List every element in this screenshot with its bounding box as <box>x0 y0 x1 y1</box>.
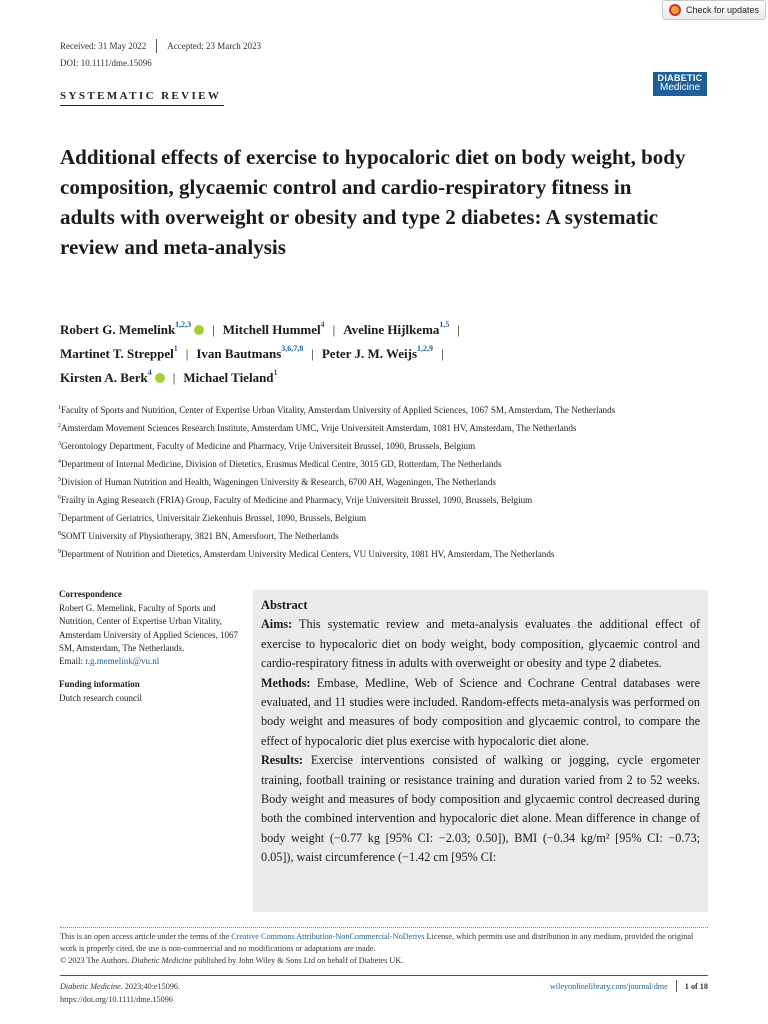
copyright-journal: Diabetic Medicine <box>131 956 193 965</box>
affiliation-text: Division of Human Nutrition and Health, Wageningen University & Research, 6700 AH, Wageningen, The Netherlands <box>61 477 496 487</box>
correspondence-address: Robert G. Memelink, Faculty of Sports and Nutrition, Center of Expertise Urban Vitality, Amsterdam University of Applied Sciences, 1067 SM, Amsterdam, The Netherlands. <box>59 603 238 653</box>
correspondence-heading: Correspondence <box>59 589 122 599</box>
sidebar <box>59 588 239 706</box>
author[interactable] <box>321 343 434 361</box>
email-link[interactable]: r.g.memelink@vu.nl <box>85 656 160 667</box>
author-name: Ivan Bautmans <box>196 346 282 361</box>
affiliation-number: 2 <box>58 422 61 429</box>
doi: DOI: 10.1111/dme.15096 <box>60 58 152 68</box>
affiliation <box>58 419 748 437</box>
affiliation <box>58 455 748 473</box>
author-name: Robert G. Memelink <box>60 322 176 337</box>
affiliation-number: 5 <box>58 476 61 483</box>
abstract-methods <box>261 674 700 752</box>
article-title: Additional effects of exercise to hypocaloric diet on body weight, body composition, glycaemic control and cardio-respiratory fitness in adults with overweight or obesity and type 2 diabetes: A systematic review and meta-analysis <box>60 145 686 259</box>
affiliation-list <box>58 401 748 563</box>
license-link[interactable]: Creative Commons Attribution-NonCommercial-NoDerivs <box>231 932 425 941</box>
author[interactable] <box>183 367 278 385</box>
affiliation-text: Faculty of Sports and Nutrition, Center of Expertise Urban Vitality, Amsterdam University of Applied Sciences, 1067 SM, Amsterdam, The Netherlands <box>61 405 616 415</box>
affiliation-text: Amsterdam Movement Sciences Research Institute, Amsterdam UMC, Vrije Universiteit Amsterdam, 1081 HV, Amsterdam, The Netherlands <box>61 423 577 433</box>
affiliation-number: 7 <box>58 512 61 519</box>
divider <box>156 39 157 53</box>
copyright-pre: © 2023 The Authors. <box>60 956 132 965</box>
affiliation-text: Frailty in Aging Research (FRIA) Group, Faculty of Medicine and Pharmacy, Vrije Universiteit Brussel, 1090, Brussels, Belgium <box>61 495 533 505</box>
logo-line1: DIABETIC <box>657 73 703 83</box>
article-dates <box>60 39 261 53</box>
article-type: SYSTEMATIC REVIEW <box>60 90 222 102</box>
affiliation <box>58 545 748 563</box>
abstract-results <box>261 751 700 867</box>
funding-heading: Funding information <box>59 679 140 690</box>
license-notice <box>60 931 708 967</box>
affiliation-number: 1 <box>58 404 61 411</box>
page-number: 1 of 18 <box>684 981 708 991</box>
author-affiliation-refs: 1,2,9 <box>417 343 434 353</box>
journal-site-link[interactable]: wileyonlinelibrary.com/journal/dme <box>549 981 668 991</box>
author-separator: | <box>311 346 314 361</box>
aims-text: This systematic review and meta-analysis evaluates the additional effect of exercise to hypocaloric diet on body weight, body composition, glycaemic control and cardio-respiratory fitness in adults with overweight or obesity and type 2 diabetes. <box>261 617 700 671</box>
footer-citation <box>60 980 180 1006</box>
author[interactable] <box>60 319 204 337</box>
accepted-date: Accepted: 23 March 2023 <box>167 41 261 51</box>
affiliation-number: 9 <box>58 548 61 555</box>
author-affiliation-refs: 1,2,3 <box>175 319 192 329</box>
affiliation <box>58 491 748 509</box>
footer-journal: Diabetic Medicine <box>60 982 121 991</box>
abstract-heading: Abstract <box>261 598 308 612</box>
author-name: Kirsten A. Berk <box>60 370 148 385</box>
author-name: Aveline Hijlkema <box>343 322 440 337</box>
license-post: License, which permits use and distribution in any medium, provided the original work is properly cited, the use is non-commercial and no modifications or adaptations are made. <box>60 932 694 953</box>
orcid-icon[interactable] <box>155 373 165 383</box>
author[interactable] <box>196 343 304 361</box>
funding-text: Dutch research council <box>59 693 142 704</box>
affiliation-text: Department of Nutrition and Dietetics, Amsterdam University Medical Centers, VU University, 1081 HV, Amsterdam, The Netherlands <box>61 549 555 559</box>
affiliation-number: 4 <box>58 458 61 465</box>
footer-divider <box>676 980 677 992</box>
journal-logo <box>653 72 707 96</box>
received-date: Received: 31 May 2022 <box>60 41 147 51</box>
affiliation-text: Department of Geriatrics, Universitair Ziekenhuis Brussel, 1090, Brussels, Belgium <box>61 513 367 523</box>
email-label: Email: <box>59 656 83 667</box>
affiliation-number: 6 <box>58 494 61 501</box>
results-text: Exercise interventions consisted of walking or jogging, cycle ergometer training, football training or resistance training and duration varied from 2 to 52 weeks. Body weight and measures of body composition and glycaemic control decreased during both the combined intervention and hypocaloric diet alone. Mean difference in change of body weight (−0.77 kg [95% CI: −2.03; 0.50]), BMI (−0.34 kg/m² [95% CI: −0.73; 0.05]), waist circumference (−1.42 cm [95% CI: <box>261 753 700 865</box>
copyright-post: published by John Wiley & Sons Ltd on behalf of Diabetes UK. <box>192 956 404 965</box>
author-affiliation-refs: 4 <box>147 367 152 377</box>
footer-rule <box>60 975 708 976</box>
abstract-aims <box>261 615 700 673</box>
affiliation <box>58 527 748 545</box>
author[interactable] <box>60 367 165 385</box>
update-badge-icon <box>669 4 681 16</box>
author-name: Peter J. M. Weijs <box>321 346 418 361</box>
abstract-box <box>253 590 708 912</box>
affiliation <box>58 509 748 527</box>
author-separator: | <box>441 346 444 361</box>
footer-right <box>550 980 708 992</box>
author-affiliation-refs: 1 <box>273 367 278 377</box>
license-divider <box>60 927 708 928</box>
affiliation <box>58 473 748 491</box>
affiliation-number: 8 <box>58 530 61 537</box>
correspondence-text <box>59 602 239 668</box>
author-name: Michael Tieland <box>183 370 274 385</box>
author[interactable] <box>222 319 325 337</box>
aims-label: Aims: <box>261 617 293 632</box>
check-for-updates-button[interactable] <box>662 0 766 20</box>
footer-volume: . 2023;40:e15096. <box>120 982 181 991</box>
author[interactable] <box>60 343 178 361</box>
logo-line2: Medicine <box>659 82 701 93</box>
author[interactable] <box>343 319 450 337</box>
author-name: Martinet T. Streppel <box>60 346 174 361</box>
results-label: Results: <box>261 753 303 768</box>
license-pre: This is an open access article under the terms of the <box>60 932 232 941</box>
author-separator: | <box>332 322 336 337</box>
article-type-underline <box>60 105 224 106</box>
author-affiliation-refs: 3,6,7,8 <box>281 343 304 353</box>
author-name: Mitchell Hummel <box>222 322 321 337</box>
orcid-icon[interactable] <box>194 325 204 335</box>
methods-label: Methods: <box>261 675 311 690</box>
methods-text: Embase, Medline, Web of Science and Cochrane Central databases were evaluated, and 11 studies were included. Random-effects meta-analysis was performed on body weight and measures of body composition and glycaemic control, to compare the effect of hypocaloric diet plus exercise with hypocaloric diet alone. <box>261 675 701 748</box>
author-affiliation-refs: 1,5 <box>439 319 450 329</box>
affiliation <box>58 401 748 419</box>
affiliation-number: 3 <box>58 440 61 447</box>
author-affiliation-refs: 4 <box>320 319 325 329</box>
author-separator: | <box>185 346 189 361</box>
affiliation-text: Department of Internal Medicine, Division of Dietetics, Erasmus Medical Centre, 3015 GD, Rotterdam, The Netherlands <box>61 459 502 469</box>
author-affiliation-refs: 1 <box>173 343 178 353</box>
author-separator: | <box>212 322 215 337</box>
affiliation <box>58 437 748 455</box>
affiliation-text: SOMT University of Physiotherapy, 3821 BN, Amersfoort, The Netherlands <box>61 531 339 541</box>
author-separator: | <box>457 322 461 337</box>
author-list <box>60 318 700 390</box>
affiliation-text: Gerontology Department, Faculty of Medicine and Pharmacy, Vrije Universiteit Brussel, 1090, Brussels, Belgium <box>61 441 476 451</box>
check-for-updates-label: Check for updates <box>686 5 760 15</box>
footer-doi-link[interactable]: https://doi.org/10.1111/dme.15096 <box>60 995 173 1004</box>
author-separator: | <box>172 370 176 385</box>
